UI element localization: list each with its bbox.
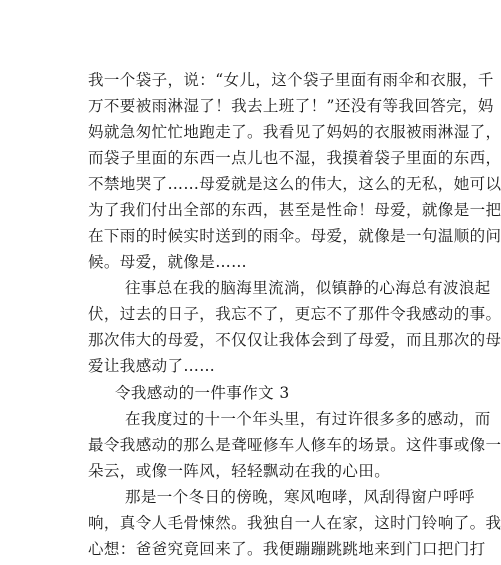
text-line: 心想：爸爸究竟回来了。我便蹦蹦跳跳地来到门口把门打 (88, 540, 486, 558)
text-line: 万不要被雨淋湿了！我去上班了！”还没有等我回答完，妈 (88, 97, 494, 115)
text-line: 那是一个冬日的傍晚，寒风咆哮，风刮得窗户呼呼 (125, 488, 475, 506)
text-line: 为了我们付出全部的东西，甚至是性命！母爱，就像是一把 (88, 201, 501, 219)
text-line: 响，真令人毛骨悚然。我独自一人在家，这时门铃响了。我 (88, 514, 501, 532)
text-line: 而袋子里面的东西一点儿也不湿，我摸着袋子里面的东西， (88, 149, 501, 167)
text-line: 候。母爱，就像是…… (88, 253, 248, 271)
text-line: 伏，过去的日子，我忘不了，更忘不了那件令我感动的事。 (88, 305, 501, 323)
text-line: 那次伟大的母爱，不仅仅让我体会到了母爱，而且那次的母 (88, 331, 501, 349)
text-line: 我一个袋子，说：“女儿，这个袋子里面有雨伞和衣服，千 (88, 71, 494, 89)
section-heading: 令我感动的一件事作文 3 (115, 384, 290, 402)
text-line: 妈就急匆忙忙地跑走了。我看见了妈妈的衣服被雨淋湿了， (88, 123, 501, 141)
text-line: 最令我感动的那么是聋哑修车人修车的场景。这件事或像一 (88, 436, 501, 454)
text-line: 不禁地哭了……母爱就是这么的伟大，这么的无私，她可以 (88, 175, 501, 193)
text-line: 往事总在我的脑海里流淌，似镇静的心海总有波浪起 (125, 279, 491, 297)
text-line: 在下雨的时候实时送到的雨伞。母爱，就像是一句温顺的问 (88, 227, 501, 245)
text-line: 爱让我感动了…… (88, 357, 216, 375)
text-line: 在我度过的十一个年头里，有过许很多多的感动，而 (125, 410, 491, 428)
text-line: 朵云，或像一阵风，轻轻飘动在我的心田。 (88, 462, 391, 480)
